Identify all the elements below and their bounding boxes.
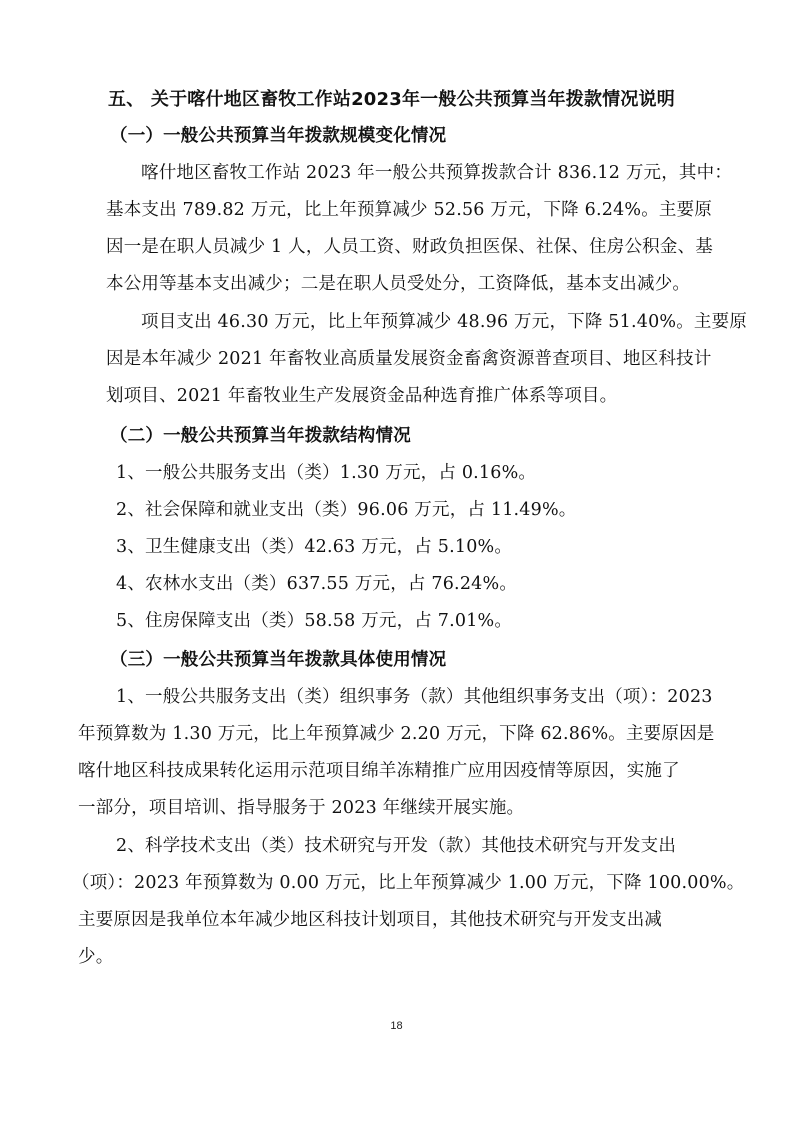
- paragraph-line: 年预算数为 1.30 万元，比上年预算减少 2.20 万元，下降 62.86%。主要原因是: [78, 724, 715, 744]
- paragraph-line: 2、科学技术支出（类）技术研究与开发（款）其他技术研究与开发支出: [116, 836, 677, 856]
- paragraph-line: 基本支出 789.82 万元，比上年预算减少 52.56 万元，下降 6.24%。主要原: [106, 200, 713, 220]
- subsection-2-title: （二）一般公共预算当年拨款结构情况: [110, 426, 411, 446]
- paragraph-line: 因一是在职人员减少 1 人，人员工资、财政负担医保、社保、住房公积金、基: [106, 237, 713, 257]
- list-item: 5、住房保障支出（类）58.58 万元，占 7.01%。: [116, 611, 513, 631]
- paragraph-line: 划项目、2021 年畜牧业生产发展资金品种选育推广体系等项目。: [106, 386, 618, 406]
- list-item: 1、一般公共服务支出（类）1.30 万元，占 0.16%。: [116, 463, 537, 483]
- paragraph-line: 一部分，项目培训、指导服务于 2023 年继续开展实施。: [78, 798, 525, 818]
- paragraph-line: 因是本年减少 2021 年畜牧业高质量发展资金畜禽资源普查项目、地区科技计: [106, 349, 712, 369]
- paragraph-line: 少。: [78, 947, 114, 967]
- list-item: 3、卫生健康支出（类）42.63 万元，占 5.10%。: [116, 537, 513, 557]
- paragraph-line: 喀什地区畜牧工作站 2023 年一般公共预算拨款合计 836.12 万元，其中：: [141, 163, 733, 183]
- page-number: 18: [390, 1020, 403, 1032]
- paragraph-line: 1、一般公共服务支出（类）组织事务（款）其他组织事务支出（项）：2023: [116, 687, 713, 707]
- section-heading: 五、 关于喀什地区畜牧工作站2023年一般公共预算当年拨款情况说明: [108, 89, 675, 110]
- subsection-1-title: （一）一般公共预算当年拨款规模变化情况: [110, 126, 447, 146]
- paragraph-line: 本公用等基本支出减少；二是在职人员受处分，工资降低，基本支出减少。: [106, 274, 691, 294]
- paragraph-line: （项）：2023 年预算数为 0.00 万元，比上年预算减少 1.00 万元，下降 100.00%。: [72, 873, 745, 893]
- list-item: 4、农林水支出（类）637.55 万元，占 76.24%。: [116, 574, 518, 594]
- subsection-3-title: （三）一般公共预算当年拨款具体使用情况: [110, 650, 447, 670]
- paragraph-line: 主要原因是我单位本年减少地区科技计划项目，其他技术研究与开发支出减: [78, 910, 663, 930]
- paragraph-line: 喀什地区科技成果转化运用示范项目绵羊冻精推广应用因疫情等原因，实施了: [78, 761, 680, 781]
- list-item: 2、社会保障和就业支出（类）96.06 万元，占 11.49%。: [116, 500, 577, 520]
- paragraph-line: 项目支出 46.30 万元，比上年预算减少 48.96 万元，下降 51.40%。主要原: [141, 312, 748, 332]
